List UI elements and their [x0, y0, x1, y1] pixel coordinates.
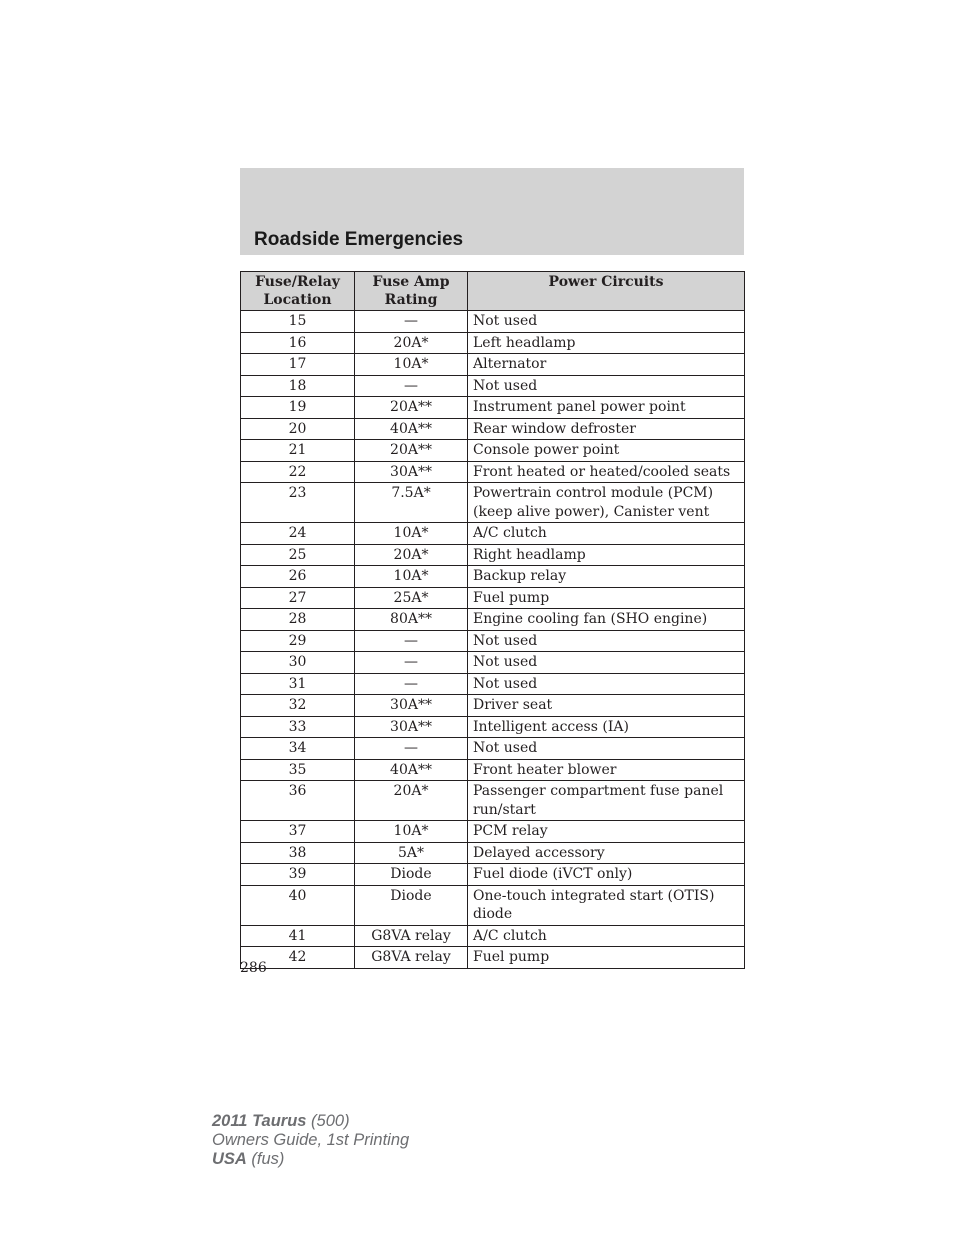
- cell-power-circuit: Left headlamp: [468, 332, 745, 354]
- cell-amp-rating: —: [355, 375, 468, 397]
- cell-location: 19: [241, 397, 355, 419]
- cell-amp-rating: G8VA relay: [355, 925, 468, 947]
- footer: [212, 1112, 409, 1169]
- table-row: [241, 842, 745, 864]
- cell-amp-rating: 10A*: [355, 566, 468, 588]
- cell-location: 27: [241, 587, 355, 609]
- fuse-table: [240, 271, 745, 969]
- cell-location: 26: [241, 566, 355, 588]
- cell-amp-rating: 20A*: [355, 332, 468, 354]
- cell-amp-rating: 10A*: [355, 821, 468, 843]
- cell-location: 40: [241, 885, 355, 925]
- cell-location: 15: [241, 311, 355, 333]
- cell-power-circuit: Alternator: [468, 354, 745, 376]
- cell-power-circuit: Not used: [468, 738, 745, 760]
- cell-amp-rating: 7.5A*: [355, 483, 468, 523]
- cell-location: 23: [241, 483, 355, 523]
- cell-location: 35: [241, 759, 355, 781]
- table-row: [241, 821, 745, 843]
- footer-line-guide: Owners Guide, 1st Printing: [212, 1131, 410, 1149]
- cell-amp-rating: 40A**: [355, 759, 468, 781]
- cell-amp-rating: —: [355, 630, 468, 652]
- table-row: [241, 609, 745, 631]
- cell-power-circuit: Engine cooling fan (SHO engine): [468, 609, 745, 631]
- cell-amp-rating: 80A**: [355, 609, 468, 631]
- table-row: [241, 440, 745, 462]
- cell-power-circuit: Not used: [468, 652, 745, 674]
- cell-power-circuit: Rear window defroster: [468, 418, 745, 440]
- cell-power-circuit: Not used: [468, 673, 745, 695]
- cell-power-circuit: Powertrain control module (PCM) (keep alive power), Canister vent: [468, 483, 745, 523]
- cell-amp-rating: —: [355, 311, 468, 333]
- table-row: [241, 544, 745, 566]
- cell-power-circuit: Fuel pump: [468, 947, 745, 969]
- cell-location: 21: [241, 440, 355, 462]
- section-header-band: [240, 168, 744, 255]
- cell-power-circuit: One-touch integrated start (OTIS) diode: [468, 885, 745, 925]
- table-row: [241, 925, 745, 947]
- table-row: [241, 587, 745, 609]
- table-row: [241, 673, 745, 695]
- cell-location: 39: [241, 864, 355, 886]
- cell-power-circuit: Front heated or heated/cooled seats: [468, 461, 745, 483]
- cell-power-circuit: Fuel diode (iVCT only): [468, 864, 745, 886]
- table-row: [241, 885, 745, 925]
- table-row: [241, 716, 745, 738]
- cell-amp-rating: Diode: [355, 864, 468, 886]
- table-body: [241, 311, 745, 969]
- cell-location: 29: [241, 630, 355, 652]
- table-row: [241, 947, 745, 969]
- footer-model-code: (500): [306, 1112, 350, 1130]
- table-row: [241, 461, 745, 483]
- cell-amp-rating: 5A*: [355, 842, 468, 864]
- cell-location: 33: [241, 716, 355, 738]
- cell-location: 20: [241, 418, 355, 440]
- cell-location: 22: [241, 461, 355, 483]
- footer-line-region: [212, 1150, 409, 1169]
- column-header-power-circuits: Power Circuits: [468, 272, 745, 311]
- footer-region: USA: [212, 1150, 247, 1168]
- cell-power-circuit: Console power point: [468, 440, 745, 462]
- cell-power-circuit: A/C clutch: [468, 523, 745, 545]
- cell-amp-rating: 20A**: [355, 440, 468, 462]
- cell-location: 18: [241, 375, 355, 397]
- cell-power-circuit: PCM relay: [468, 821, 745, 843]
- cell-location: 32: [241, 695, 355, 717]
- cell-amp-rating: 30A**: [355, 461, 468, 483]
- table-row: [241, 397, 745, 419]
- table-row: [241, 523, 745, 545]
- cell-amp-rating: 20A*: [355, 781, 468, 821]
- table-header-row: [241, 272, 745, 311]
- table-row: [241, 630, 745, 652]
- table-row: [241, 332, 745, 354]
- cell-power-circuit: Driver seat: [468, 695, 745, 717]
- cell-amp-rating: —: [355, 738, 468, 760]
- cell-location: 36: [241, 781, 355, 821]
- cell-power-circuit: Not used: [468, 375, 745, 397]
- cell-location: 37: [241, 821, 355, 843]
- cell-location: 42: [241, 947, 355, 969]
- cell-amp-rating: 30A**: [355, 695, 468, 717]
- cell-amp-rating: 10A*: [355, 354, 468, 376]
- table-row: [241, 354, 745, 376]
- column-header-location: Fuse/Relay Location: [241, 272, 355, 311]
- cell-location: 30: [241, 652, 355, 674]
- cell-power-circuit: Passenger compartment fuse panel run/start: [468, 781, 745, 821]
- cell-amp-rating: 10A*: [355, 523, 468, 545]
- table-row: [241, 566, 745, 588]
- section-title: Roadside Emergencies: [254, 229, 464, 250]
- footer-line-model: [212, 1112, 409, 1131]
- cell-power-circuit: Instrument panel power point: [468, 397, 745, 419]
- cell-amp-rating: 20A**: [355, 397, 468, 419]
- cell-location: 28: [241, 609, 355, 631]
- cell-amp-rating: —: [355, 673, 468, 695]
- cell-power-circuit: Right headlamp: [468, 544, 745, 566]
- table-row: [241, 864, 745, 886]
- cell-location: 38: [241, 842, 355, 864]
- cell-location: 16: [241, 332, 355, 354]
- footer-region-code: (fus): [246, 1150, 285, 1168]
- cell-location: 41: [241, 925, 355, 947]
- cell-amp-rating: G8VA relay: [355, 947, 468, 969]
- cell-power-circuit: Intelligent access (IA): [468, 716, 745, 738]
- page-number: 286: [240, 960, 267, 976]
- cell-location: 31: [241, 673, 355, 695]
- table-row: [241, 781, 745, 821]
- cell-power-circuit: Delayed accessory: [468, 842, 745, 864]
- table-row: [241, 695, 745, 717]
- cell-amp-rating: 30A**: [355, 716, 468, 738]
- cell-power-circuit: Front heater blower: [468, 759, 745, 781]
- table-row: [241, 759, 745, 781]
- table-row: [241, 738, 745, 760]
- table-row: [241, 311, 745, 333]
- cell-amp-rating: 20A*: [355, 544, 468, 566]
- footer-model: 2011 Taurus: [212, 1112, 307, 1130]
- cell-power-circuit: Not used: [468, 630, 745, 652]
- cell-power-circuit: Backup relay: [468, 566, 745, 588]
- cell-amp-rating: —: [355, 652, 468, 674]
- cell-amp-rating: 40A**: [355, 418, 468, 440]
- table-row: [241, 652, 745, 674]
- cell-power-circuit: Not used: [468, 311, 745, 333]
- cell-location: 34: [241, 738, 355, 760]
- table-row: [241, 483, 745, 523]
- cell-location: 17: [241, 354, 355, 376]
- cell-location: 24: [241, 523, 355, 545]
- table-row: [241, 375, 745, 397]
- column-header-amp-rating: Fuse Amp Rating: [355, 272, 468, 311]
- cell-amp-rating: Diode: [355, 885, 468, 925]
- table-row: [241, 418, 745, 440]
- cell-amp-rating: 25A*: [355, 587, 468, 609]
- cell-power-circuit: Fuel pump: [468, 587, 745, 609]
- cell-power-circuit: A/C clutch: [468, 925, 745, 947]
- cell-location: 25: [241, 544, 355, 566]
